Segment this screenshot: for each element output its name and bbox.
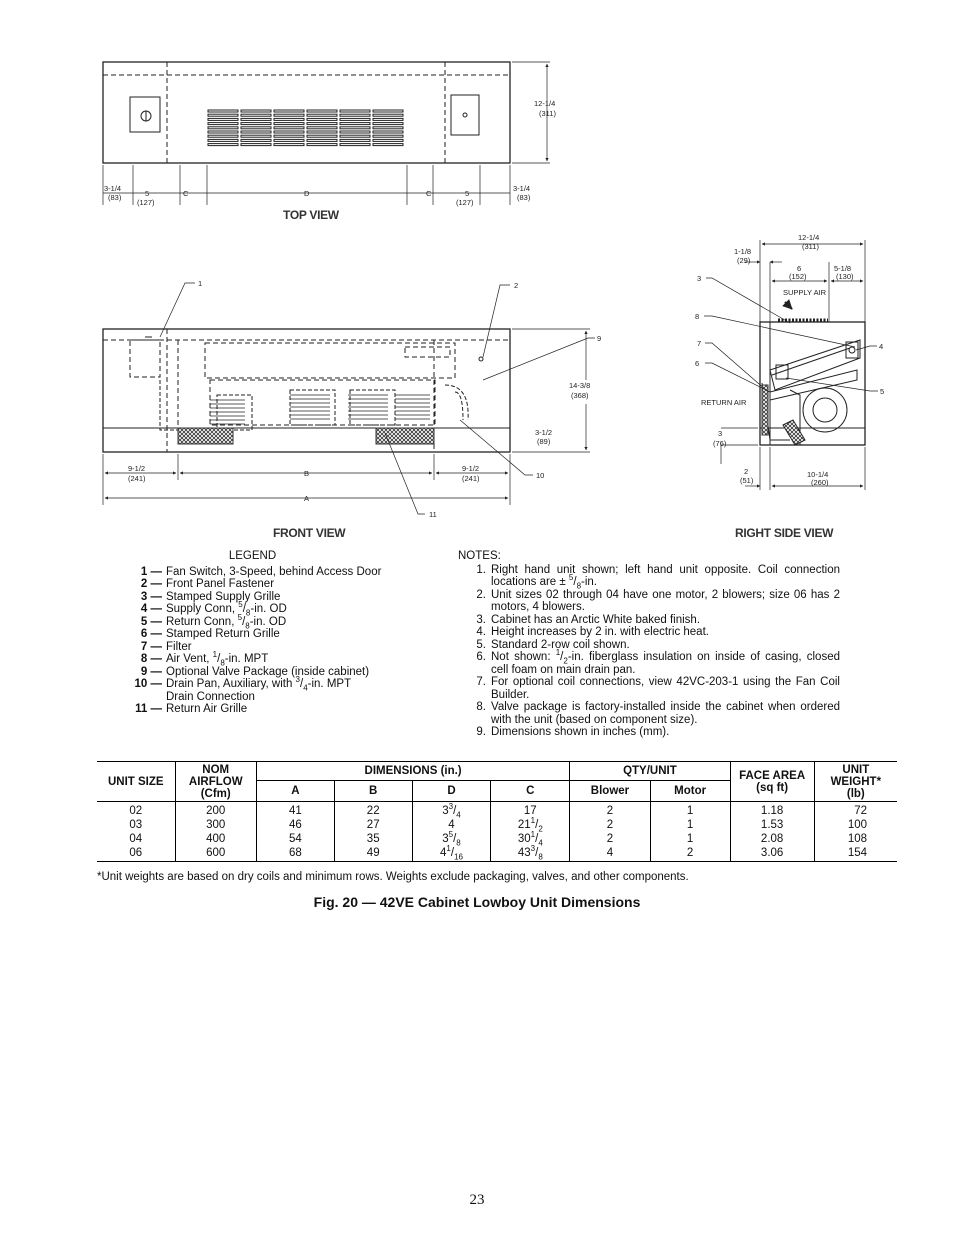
grille-slot xyxy=(340,114,370,116)
callout-8: 8 xyxy=(695,312,700,321)
right-ten-quarter-mm: (260) xyxy=(811,478,829,487)
legend-item-number: 7 — xyxy=(140,640,162,653)
notes-heading: NOTES: xyxy=(458,550,501,562)
return-air-label: RETURN AIR xyxy=(701,398,747,407)
table-cell: 154 xyxy=(847,847,867,859)
legend-item-text: Stamped Supply Grille xyxy=(166,590,281,603)
grille-slot xyxy=(241,139,271,141)
note-text-post: -in. fiberglass insulation on inside of casing, closed cell foam on main drain pan. xyxy=(491,651,840,676)
fraction-denominator: 4 xyxy=(303,683,308,693)
table-col-face_area xyxy=(730,802,814,862)
legend-item xyxy=(120,650,420,668)
table-cell: $21^1/_2$ xyxy=(517,816,543,834)
top-left-5-mm: (127) xyxy=(137,198,155,207)
right-six-label: 6 xyxy=(797,264,802,273)
note-text-pre: Right hand unit shown; left hand unit opposite. Coil connection locations are ± xyxy=(491,563,840,588)
grille-slot xyxy=(307,110,337,112)
table-col-airflow xyxy=(175,802,256,862)
callout-6: 6 xyxy=(695,359,700,368)
top-right-5-mm: (127) xyxy=(456,198,474,207)
grille-slot xyxy=(340,127,370,129)
note-item-text: Cabinet has an Arctic White baked finish. xyxy=(491,613,701,626)
table-cell: 54 xyxy=(288,833,302,845)
grille-slot xyxy=(241,127,271,129)
grille-slot xyxy=(373,131,403,133)
note-item-number: 3. xyxy=(476,613,486,626)
th-a: A xyxy=(256,781,334,802)
grille-slot xyxy=(373,110,403,112)
table-cell: $4^1/_{16}$ xyxy=(440,844,463,862)
table-cell: 02 xyxy=(129,805,143,817)
fraction-denominator: 8 xyxy=(220,658,225,668)
table-cell: 300 xyxy=(206,819,226,831)
table-cell: 2 xyxy=(686,847,694,859)
cell-whole: 43 xyxy=(517,847,531,859)
table-cell: 06 xyxy=(129,847,143,859)
grille-slot xyxy=(241,118,271,120)
note-item-text: Height increases by 2 in. with electric heat. xyxy=(491,626,709,638)
note-item xyxy=(458,639,840,652)
legend-item xyxy=(120,675,420,693)
table-cell: 1 xyxy=(686,819,694,831)
grille-slot xyxy=(241,110,271,112)
fraction-denominator: 8 xyxy=(456,838,461,848)
table-cell: 1 xyxy=(686,805,694,817)
grille-slot xyxy=(340,110,370,112)
callout-5: 5 xyxy=(880,387,885,396)
legend-item-text: Stamped Return Grille xyxy=(166,628,280,640)
grille-slot xyxy=(373,144,403,146)
th-d: D xyxy=(412,781,491,802)
grille-slot xyxy=(208,131,238,133)
legend-item-text: Front Panel Fastener xyxy=(166,578,275,590)
fraction-denominator: 2 xyxy=(538,824,543,834)
front-view-dimensions xyxy=(103,283,595,514)
fraction-numerator: 1 xyxy=(530,830,536,840)
legend-text-pre: Drain Pan, Auxiliary, with xyxy=(166,678,296,690)
cell-whole: 4 xyxy=(440,847,447,859)
table-col-blower xyxy=(570,802,650,862)
legend-item-number: 11 — xyxy=(135,703,162,715)
top-d-label: D xyxy=(304,189,310,198)
top-left-edge-label: 3-1/4 xyxy=(104,184,122,193)
grille-slot xyxy=(241,123,271,125)
grille-slot xyxy=(340,131,370,133)
grille-slot xyxy=(307,123,337,125)
grille-slot xyxy=(340,144,370,146)
notes xyxy=(458,550,840,739)
table-cell: 1 xyxy=(686,833,694,845)
legend-text-post: -in. OD xyxy=(249,615,287,628)
fraction-numerator: 1 xyxy=(555,648,561,658)
grille-slot xyxy=(340,118,370,120)
note-item-text: For optional coil connections, view 42VC-203-1 using the Fan Coil Builder. xyxy=(491,676,840,701)
table-cell: 49 xyxy=(366,847,380,859)
legend-item xyxy=(120,578,420,591)
legend-item-text: Fan Switch, 3-Speed, behind Access Door xyxy=(166,565,382,578)
dimension-drawing xyxy=(0,0,954,545)
page-number: 23 xyxy=(469,1192,485,1208)
table-cell: $3^5/_8$ xyxy=(442,830,461,848)
table-cell: $3^3/_4$ xyxy=(442,802,461,820)
grille-slot xyxy=(274,123,304,125)
grille-slot xyxy=(274,114,304,116)
fraction-numerator: 5 xyxy=(237,612,243,622)
legend-item xyxy=(120,691,420,704)
callout-3: 3 xyxy=(697,274,702,283)
right-five-eighth-label: 5-1/8 xyxy=(834,264,852,273)
table-cell: 2.08 xyxy=(760,833,784,845)
table-col-b xyxy=(334,802,412,862)
legend-item-text: Supply Conn, $^5/_8-in$. OD xyxy=(166,600,287,618)
legend-item-number: 9 — xyxy=(140,665,162,678)
legend-item-number xyxy=(120,691,164,704)
note-item xyxy=(458,589,840,614)
note-item-number: 1. xyxy=(476,563,486,576)
right-top-left-mm: (29) xyxy=(737,256,751,265)
th-nom-airflow-text: NOM AIRFLOW (Cfm) xyxy=(188,763,243,800)
legend-item-text: Return Air Grille xyxy=(166,703,248,715)
note-item xyxy=(458,701,840,726)
fraction-denominator: 8 xyxy=(245,620,250,630)
legend-item-text: Return Conn, $^5/_8-in$. OD xyxy=(166,612,287,630)
fraction-numerator: 5 xyxy=(448,830,454,840)
legend-item-text: Optional Valve Package (inside cabinet) xyxy=(166,665,370,678)
grille-slot xyxy=(274,131,304,133)
table-cell: 2 xyxy=(606,805,614,817)
note-item-number: 6. xyxy=(476,651,486,663)
fraction-numerator: 1 xyxy=(446,844,451,854)
th-blower: Blower xyxy=(570,781,650,802)
table-col-a xyxy=(256,802,334,862)
note-item xyxy=(458,676,840,701)
fraction-denominator: 4 xyxy=(538,838,543,848)
front-base-label: 3-1/2 xyxy=(535,428,553,437)
right-five-eighth-mm: (130) xyxy=(836,272,854,281)
table-cell: 100 xyxy=(847,819,867,831)
grille-slot xyxy=(373,139,403,141)
grille-slot xyxy=(208,139,238,141)
front-left-edge-label: 9-1/2 xyxy=(128,464,146,473)
fraction-numerator: 3 xyxy=(295,675,300,685)
right-three-label: 3 xyxy=(718,429,723,438)
table-cell: 400 xyxy=(206,833,226,845)
table-cell: 600 xyxy=(206,847,226,859)
fraction-denominator: 8 xyxy=(538,852,543,862)
legend-item xyxy=(120,612,420,630)
legend-item-text: Filter xyxy=(166,640,192,653)
fraction-denominator: 8 xyxy=(245,608,251,618)
legend xyxy=(120,550,420,716)
legend-item-number: 2 — xyxy=(140,578,162,590)
grille-slot xyxy=(274,110,304,112)
table-col-motor xyxy=(650,802,730,862)
grille-slot xyxy=(241,144,271,146)
top-left-edge-mm: (83) xyxy=(108,193,122,202)
legend-item-number: 5 — xyxy=(140,615,162,628)
table-cell: 27 xyxy=(366,819,380,831)
supply-air-label: SUPPLY AIR xyxy=(783,288,827,297)
grille-slot xyxy=(373,118,403,120)
grille-slot xyxy=(373,114,403,116)
grille-slot xyxy=(340,123,370,125)
front-right-edge-mm: (241) xyxy=(462,474,480,483)
grille-slot xyxy=(208,135,238,137)
dimensions-table xyxy=(97,761,897,862)
grille-slot xyxy=(307,131,337,133)
callout-4: 4 xyxy=(879,342,884,351)
th-unit-size: UNIT SIZE xyxy=(97,762,175,802)
note-text-pre: Not shown: xyxy=(491,651,556,663)
cell-whole: 3 xyxy=(442,805,449,817)
table-cell: 41 xyxy=(288,805,302,817)
note-item xyxy=(458,564,840,589)
grille-slot xyxy=(208,110,238,112)
right-depth-label: 12-1/4 xyxy=(798,233,820,242)
grille-slot xyxy=(307,118,337,120)
legend-item-text: Drain Connection xyxy=(166,690,255,703)
legend-item-number: 8 — xyxy=(140,653,162,665)
legend-item-text: Drain Pan, Auxiliary, with $^3/_4-in$. MPT xyxy=(166,675,352,693)
table-cell: 2 xyxy=(606,833,614,845)
legend-item xyxy=(120,600,420,618)
legend-text-pre: Supply Conn, xyxy=(166,603,239,615)
grille-slot xyxy=(241,135,271,137)
top-left-5-label: 5 xyxy=(145,189,150,198)
front-left-edge-mm: (241) xyxy=(128,474,146,483)
top-view xyxy=(103,62,510,163)
callout-9: 9 xyxy=(597,334,602,343)
legend-item xyxy=(120,641,420,654)
right-depth-mm: (311) xyxy=(802,242,819,251)
top-height-label: 12-1/4 xyxy=(534,99,556,108)
front-b-label: B xyxy=(304,469,310,478)
legend-item-number: 10 — xyxy=(134,678,162,690)
legend-text-pre: Air Vent, xyxy=(166,653,213,665)
front-view xyxy=(103,329,510,452)
legend-item xyxy=(120,591,420,604)
table-cell: 35 xyxy=(366,833,380,845)
legend-item xyxy=(120,566,420,579)
front-a-label: A xyxy=(304,494,310,503)
right-three-mm: (76) xyxy=(713,439,727,448)
table-cell: 04 xyxy=(129,833,143,845)
grille-slot xyxy=(241,114,271,116)
note-item-number: 4. xyxy=(476,626,486,638)
grille-slot xyxy=(373,135,403,137)
callout-10: 10 xyxy=(536,471,545,480)
th-face-area xyxy=(730,762,814,802)
top-c-right-label: C xyxy=(426,189,432,198)
legend-item-number: 6 — xyxy=(140,628,162,640)
legend-item-number: 3 — xyxy=(140,590,162,603)
note-item-number: 5. xyxy=(476,638,486,651)
legend-text-post: -in. MPT xyxy=(224,653,269,665)
fraction-numerator: 5 xyxy=(568,573,574,583)
grille-slot xyxy=(373,127,403,129)
table-cell: 68 xyxy=(288,847,302,859)
table-cell: 1.18 xyxy=(760,805,784,817)
th-qty-unit: QTY/UNIT xyxy=(570,762,730,781)
grille-slot xyxy=(340,139,370,141)
right-view-title: RIGHT SIDE VIEW xyxy=(735,526,834,540)
table-cell: 22 xyxy=(366,805,380,817)
grille-slot xyxy=(208,127,238,129)
front-height-label: 14-3/8 xyxy=(569,381,591,390)
table-footnote: *Unit weights are based on dry coils and minimum rows. Weights exclude packaging, valves, and other components. xyxy=(97,871,689,883)
top-view-title: TOP VIEW xyxy=(283,208,339,222)
legend-item-text: Air Vent, $^1/_8-in$. MPT xyxy=(166,650,269,668)
th-b: B xyxy=(334,781,412,802)
note-item xyxy=(458,626,840,639)
fraction-denominator: 8 xyxy=(576,581,582,591)
table-cell: 3.06 xyxy=(760,847,784,859)
grille-slot xyxy=(274,135,304,137)
grille-slot xyxy=(208,144,238,146)
grille-slot xyxy=(208,123,238,125)
fraction-numerator: 1 xyxy=(530,816,536,826)
figure-caption: Fig. 20 — 42VE Cabinet Lowboy Unit Dimensions xyxy=(313,894,641,910)
note-item-text: Standard 2-row coil shown. xyxy=(491,638,630,651)
th-dimensions: DIMENSIONS (in.) xyxy=(256,762,569,781)
table-cell: 200 xyxy=(206,805,226,817)
legend-text-post: -in. OD xyxy=(250,603,287,615)
fraction-numerator: 1 xyxy=(212,650,218,660)
table-cell: $30^1/_4$ xyxy=(517,830,543,848)
note-item-text: Right hand unit shown; left hand unit opposite. Coil connection locations are ± $^5/_8-in$. xyxy=(491,563,840,591)
legend-item-number: 4 — xyxy=(140,603,162,615)
grille-slot xyxy=(307,139,337,141)
legend-item xyxy=(120,628,420,641)
table-col-c xyxy=(491,802,570,862)
cell-whole: 17 xyxy=(523,805,537,817)
legend-item xyxy=(120,666,420,679)
grille-slot xyxy=(208,118,238,120)
grille-slot xyxy=(307,135,337,137)
right-side-view xyxy=(760,302,865,445)
note-item-text: Not shown: $^1/_2-in$. fiberglass insulation on inside of casing, closed cell foam on main drain pan. xyxy=(491,648,840,676)
table-cell: 46 xyxy=(288,819,302,831)
legend-item xyxy=(120,703,420,716)
right-two-label: 2 xyxy=(744,467,749,476)
note-item-text: Valve package is factory-installed inside the cabinet when ordered with the unit (based on component size). xyxy=(491,701,840,726)
note-item xyxy=(458,614,840,627)
table-cell: 108 xyxy=(847,833,867,845)
table-cell: 2 xyxy=(606,819,614,831)
table-cell: 03 xyxy=(129,819,143,831)
note-item xyxy=(458,648,840,676)
top-right-5-label: 5 xyxy=(465,189,470,198)
th-face-area-text: FACE AREA (sq ft) xyxy=(739,769,806,794)
note-item-number: 8. xyxy=(476,701,486,713)
legend-heading: LEGEND xyxy=(228,550,277,562)
note-item-number: 7. xyxy=(476,676,486,688)
grille-slot xyxy=(307,144,337,146)
cell-whole: 21 xyxy=(517,819,531,831)
top-c-left-label: C xyxy=(183,189,189,198)
right-two-mm: (51) xyxy=(740,476,754,485)
th-c: C xyxy=(491,781,570,802)
front-height-mm: (368) xyxy=(571,391,589,400)
table-row xyxy=(97,802,897,862)
th-unit-weight-text: UNIT WEIGHT* (lb) xyxy=(830,763,882,800)
right-six-mm: (152) xyxy=(789,272,807,281)
grille-slot xyxy=(307,114,337,116)
table-col-unit_size xyxy=(97,802,175,862)
legend-text-post: -in. MPT xyxy=(307,678,352,690)
callout-11: 11 xyxy=(429,510,437,519)
table-col-weight xyxy=(814,802,897,862)
front-right-edge-label: 9-1/2 xyxy=(462,464,480,473)
top-right-edge-label: 3-1/4 xyxy=(513,184,531,193)
table-cell: 1.53 xyxy=(760,819,784,831)
callout-7: 7 xyxy=(697,339,702,348)
callout-1: 1 xyxy=(198,279,203,288)
note-item-text: Unit sizes 02 through 04 have one motor, 2 blowers; size 06 has 2 motors, 4 blowers. xyxy=(491,588,840,613)
legend-text-pre: Return Conn, xyxy=(166,615,238,628)
fraction-denominator: 4 xyxy=(456,810,461,820)
table-cell: $43^3/_8$ xyxy=(517,844,543,862)
front-view-title: FRONT VIEW xyxy=(273,526,346,540)
table-cell: 4 xyxy=(606,847,614,859)
grille-slot xyxy=(274,118,304,120)
callout-2: 2 xyxy=(514,281,519,290)
note-item-number: 9. xyxy=(476,726,486,738)
note-item-number: 2. xyxy=(476,588,486,601)
legend-item-number: 1 — xyxy=(140,565,162,578)
right-ten-quarter-label: 10-1/4 xyxy=(807,470,829,479)
fraction-numerator: 3 xyxy=(448,802,454,812)
fraction-numerator: 5 xyxy=(238,600,243,610)
grille-slot xyxy=(208,114,238,116)
th-nom-airflow xyxy=(175,762,256,802)
fraction-numerator: 3 xyxy=(530,844,536,854)
cell-whole: 3 xyxy=(442,833,449,845)
grille-slot xyxy=(340,135,370,137)
note-item-text: Dimensions shown in inches (mm). xyxy=(491,726,670,738)
table-cell: 72 xyxy=(854,805,867,817)
cell-whole: 30 xyxy=(517,833,531,845)
top-right-edge-mm: (83) xyxy=(517,193,531,202)
fraction-denominator: 16 xyxy=(454,852,463,862)
grille-slot xyxy=(274,139,304,141)
cell-whole: 4 xyxy=(448,819,455,831)
table-col-d xyxy=(412,802,491,862)
grille-slot xyxy=(307,127,337,129)
grille-slot xyxy=(373,123,403,125)
grille-slot xyxy=(274,144,304,146)
th-unit-weight xyxy=(814,762,897,802)
front-base-mm: (89) xyxy=(537,437,551,446)
grille-slot xyxy=(241,131,271,133)
note-text-post: -in. xyxy=(581,576,597,588)
fraction-denominator: 2 xyxy=(563,656,568,666)
th-motor: Motor xyxy=(650,781,730,802)
grille-slot xyxy=(274,127,304,129)
top-height-mm: (311) xyxy=(539,109,556,118)
note-item xyxy=(458,726,840,739)
right-top-left-label: 1-1/8 xyxy=(734,247,752,256)
